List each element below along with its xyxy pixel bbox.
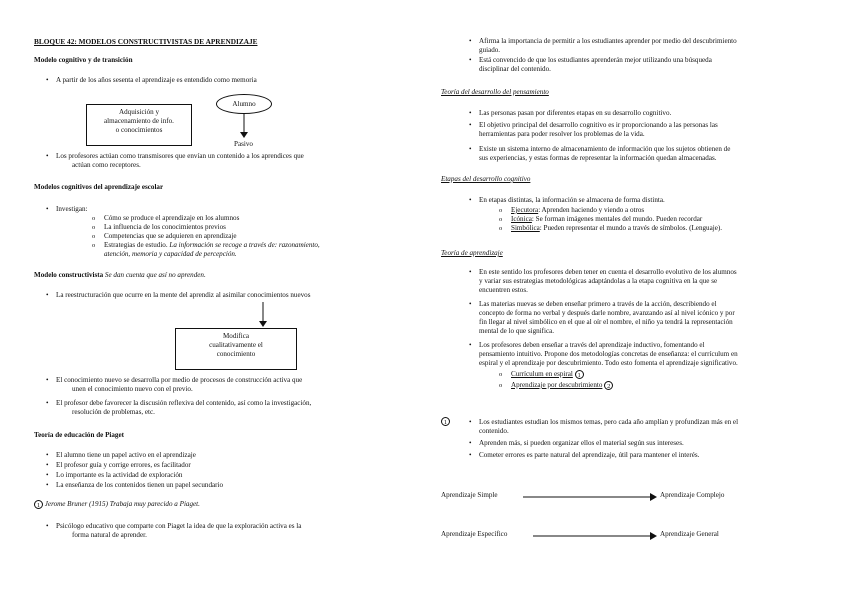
heading-school-models: Modelos cognitivos del aprendizaje escolar — [34, 183, 164, 191]
sub-how: o Cómo se produce el aprendizaje en los alumnos — [86, 214, 239, 223]
bullet-new-subjects-cont2: fin llegar al nivel simbólico en el que al oír el nombre, el niño ya tendrá la representación — [479, 318, 733, 326]
sub-strategies-cont: atención, memoria y capacidad de percepción. — [104, 250, 237, 258]
box2-line-3: conocimiento — [216, 350, 256, 358]
bullet-new-subjects-cont: concepto de forma no verbal y después darle nombre, avanzando así al nivel icónico y por — [479, 309, 735, 317]
arrow-down-icon — [255, 302, 275, 328]
bullet-discovery: • Afirma la importancia de permitir a los estudiantes aprender por medio del descubrimiento — [457, 37, 737, 46]
term-spiral: Currículum en espiral — [511, 370, 573, 379]
bullet-discovery-cont: guiado. — [479, 46, 501, 54]
bullet-inductive-cont2: espiral y el aprendizaje por descubrimiento. Todo esto fomenta el aprendizaje significativo. — [479, 359, 738, 367]
bullet-same-topics: • Los estudiantes estudian los mismos temas, pero cada año amplían y profundizan más en el — [457, 418, 738, 427]
bullet-objective-cont: herramientas para poder resolver los problemas de la vida. — [479, 130, 645, 138]
bullet-new-knowledge-cont: unen el conocimiento nuevo con el previo. — [72, 385, 193, 393]
bullet-evolutive-cont: y variar sus estrategias metodológicas adaptándolas a la etapa cognitiva en la que se — [479, 277, 718, 285]
heading-thought-development: Teoría del desarrollo del pensamiento — [441, 88, 549, 96]
bullet-teacher-discussion-cont: resolución de problemas, etc. — [72, 408, 155, 416]
term-discovery: Aprendizaje por descubrimiento — [511, 381, 603, 390]
bullet-transmitters: • Los profesores actúan como transmisores que envían un contenido a los aprendices que — [34, 152, 304, 161]
bullet-distinct-stages: • En etapas distintas, la información se almacena de forma distinta. — [457, 196, 665, 205]
sub-strategies-label: Estrategias de estudio. — [104, 241, 170, 249]
bullet-teacher-discussion: • El profesor debe favorecer la discusión reflexiva del contenido, así como la investigación, — [34, 399, 311, 408]
bullet-piaget-1: • El alumno tiene un papel activo en el aprendizaje — [34, 451, 196, 460]
arrow-right-icon — [533, 531, 663, 541]
term-iconica: Icónica — [511, 215, 532, 223]
bullet-evolutive-cont2: encuentren estos. — [479, 286, 528, 294]
sub-strategies-italic: La información se recoge a través de: razonamiento, — [169, 241, 320, 249]
flow-simple-label: Aprendizaje Simple — [441, 491, 498, 499]
sub-iconica — [493, 215, 702, 224]
circle-number-2: 2 — [604, 381, 613, 390]
box-line-3: o conocimientos — [115, 126, 163, 134]
acquisition-box — [86, 104, 192, 146]
circle-number-1: 1 — [575, 370, 584, 379]
sub-spiral — [493, 370, 584, 379]
bullet-restructuring: • La reestructuración que ocurre en la mente del aprendiz al asimilar conocimientos nuevos — [34, 291, 310, 300]
flow-general-label: Aprendizaje General — [660, 530, 719, 538]
bullet-piaget-2: • El profesor guía y corrige errores, es facilitador — [34, 461, 191, 470]
alumno-oval — [216, 94, 272, 114]
sub-competencies: o Competencias que se adquieren en aprendizaje — [86, 232, 237, 241]
bullet-transmitters-cont: actúan como receptores. — [72, 161, 141, 169]
circle-note — [441, 417, 450, 426]
flow-specific-label: Aprendizaje Específico — [441, 530, 508, 538]
modifies-box — [175, 328, 297, 370]
bullet-psychologist: • Psicólogo educativo que comparte con Piaget la idea de que la exploración activa es la — [34, 522, 301, 531]
bullet-inductive-cont: pensamiento intuitivo. Propone dos metodologías concretas de enseñanza: el currículum en — [479, 350, 738, 358]
bullet-new-subjects: • Las materias nuevas se deben enseñar primero a través de la acción, describiendo el — [457, 300, 717, 309]
desc-ejecutora: : Aprenden haciendo y viendo a otros — [538, 206, 645, 214]
desc-simbolica: : Pueden representar el mundo a través de símbolos. (Lenguaje). — [539, 224, 722, 232]
page-title: BLOQUE 42: MODELOS CONSTRUCTIVISTAS DE APRENDIZAJE — [34, 37, 258, 46]
arrow-down-icon — [234, 114, 254, 140]
sub-ejecutora — [493, 206, 644, 215]
sub-simbolica — [493, 224, 722, 233]
box-line-2: almacenamiento de info. — [104, 117, 174, 125]
heading-constructivist-bold: Modelo constructivista — [34, 271, 104, 279]
bullet-convinced: • Está convencido de que los estudiantes aprenderán mejor utilizando una búsqueda — [457, 56, 712, 65]
term-ejecutora: Ejecutora — [511, 206, 539, 214]
bullet-stages: • Las personas pasan por diferentes etapas en su desarrollo cognitivo. — [457, 109, 671, 118]
circle-number-1: 1 — [34, 500, 43, 509]
sub-strategies — [86, 241, 320, 250]
bullet-internal-system: • Existe un sistema interno de almacenamiento de información que los sujetos obtienen de — [457, 145, 730, 154]
bullet-new-knowledge: • El conocimiento nuevo se desarrolla por medio de procesos de construcción activa que — [34, 376, 302, 385]
bullet-piaget-4: • La enseñanza de los contenidos tienen un papel secundario — [34, 481, 223, 490]
arrow-right-icon — [523, 492, 663, 502]
bullet-organize: • Aprenden más, si pueden organizar ellos el material según sus intereses. — [457, 439, 684, 448]
bullet-inductive: • Los profesores deben enseñar a través del aprendizaje inductivo, fomentando el — [457, 341, 705, 350]
sub-discovery — [493, 381, 613, 390]
circle-number-1: 1 — [441, 417, 450, 426]
bullet-same-topics-cont: contenido. — [479, 427, 509, 435]
bruner-line — [34, 500, 200, 509]
heading-piaget: Teoría de educación de Piaget — [34, 431, 124, 439]
heading-constructivist — [34, 271, 206, 280]
bruner-text: Jerome Bruner (1915) Trabaja muy parecido a Piaget. — [44, 500, 200, 509]
flow-complex-label: Aprendizaje Complejo — [660, 491, 725, 499]
box-line-1: Adquisición y — [119, 108, 159, 116]
bullet-investigan: • Investigan: — [34, 205, 88, 214]
bullet-piaget-3: • Lo importante es la actividad de exploración — [34, 471, 182, 480]
sub-previous: o La influencia de los conocimientos previos — [86, 223, 226, 232]
heading-cognitive-model: Modelo cognitivo y de transición — [34, 56, 133, 64]
bullet-psychologist-cont: forma natural de aprender. — [72, 531, 147, 539]
term-simbolica: Simbólica — [511, 224, 540, 232]
bullet-evolutive: • En este sentido los profesores deben tener en cuenta el desarrollo evolutivo de los alumnos — [457, 268, 737, 277]
desc-iconica: : Se forman imágenes mentales del mundo. Pueden recordar — [531, 215, 703, 223]
alumno-label: Alumno — [232, 100, 256, 108]
heading-cognitive-stages: Etapas del desarrollo cognitivo — [441, 175, 531, 183]
bullet-convinced-cont: disciplinar del contenido. — [479, 65, 551, 73]
bullet-memory: • A partir de los años sesenta el aprendizaje es entendido como memoria — [34, 76, 257, 85]
heading-learning-theory: Teoría de aprendizaje — [441, 249, 503, 257]
box2-line-1: Modifica — [222, 332, 249, 340]
bullet-errors: • Cometer errores es parte natural del aprendizaje, útil para mantener el interés. — [457, 451, 699, 460]
heading-constructivist-italic: Se dan cuenta que así no aprenden. — [103, 271, 206, 279]
pasivo-label: Pasivo — [234, 140, 253, 148]
bullet-objective: • El objetivo principal del desarrollo cognitivo es ir proporcionando a las personas las — [457, 121, 718, 130]
bullet-internal-system-cont: sus experiencias, y estas formas de representar la información quedan almacenadas. — [479, 154, 717, 162]
bullet-new-subjects-cont3: mental de lo que significa. — [479, 327, 555, 335]
box2-line-2: cualitativamente el — [209, 341, 263, 349]
